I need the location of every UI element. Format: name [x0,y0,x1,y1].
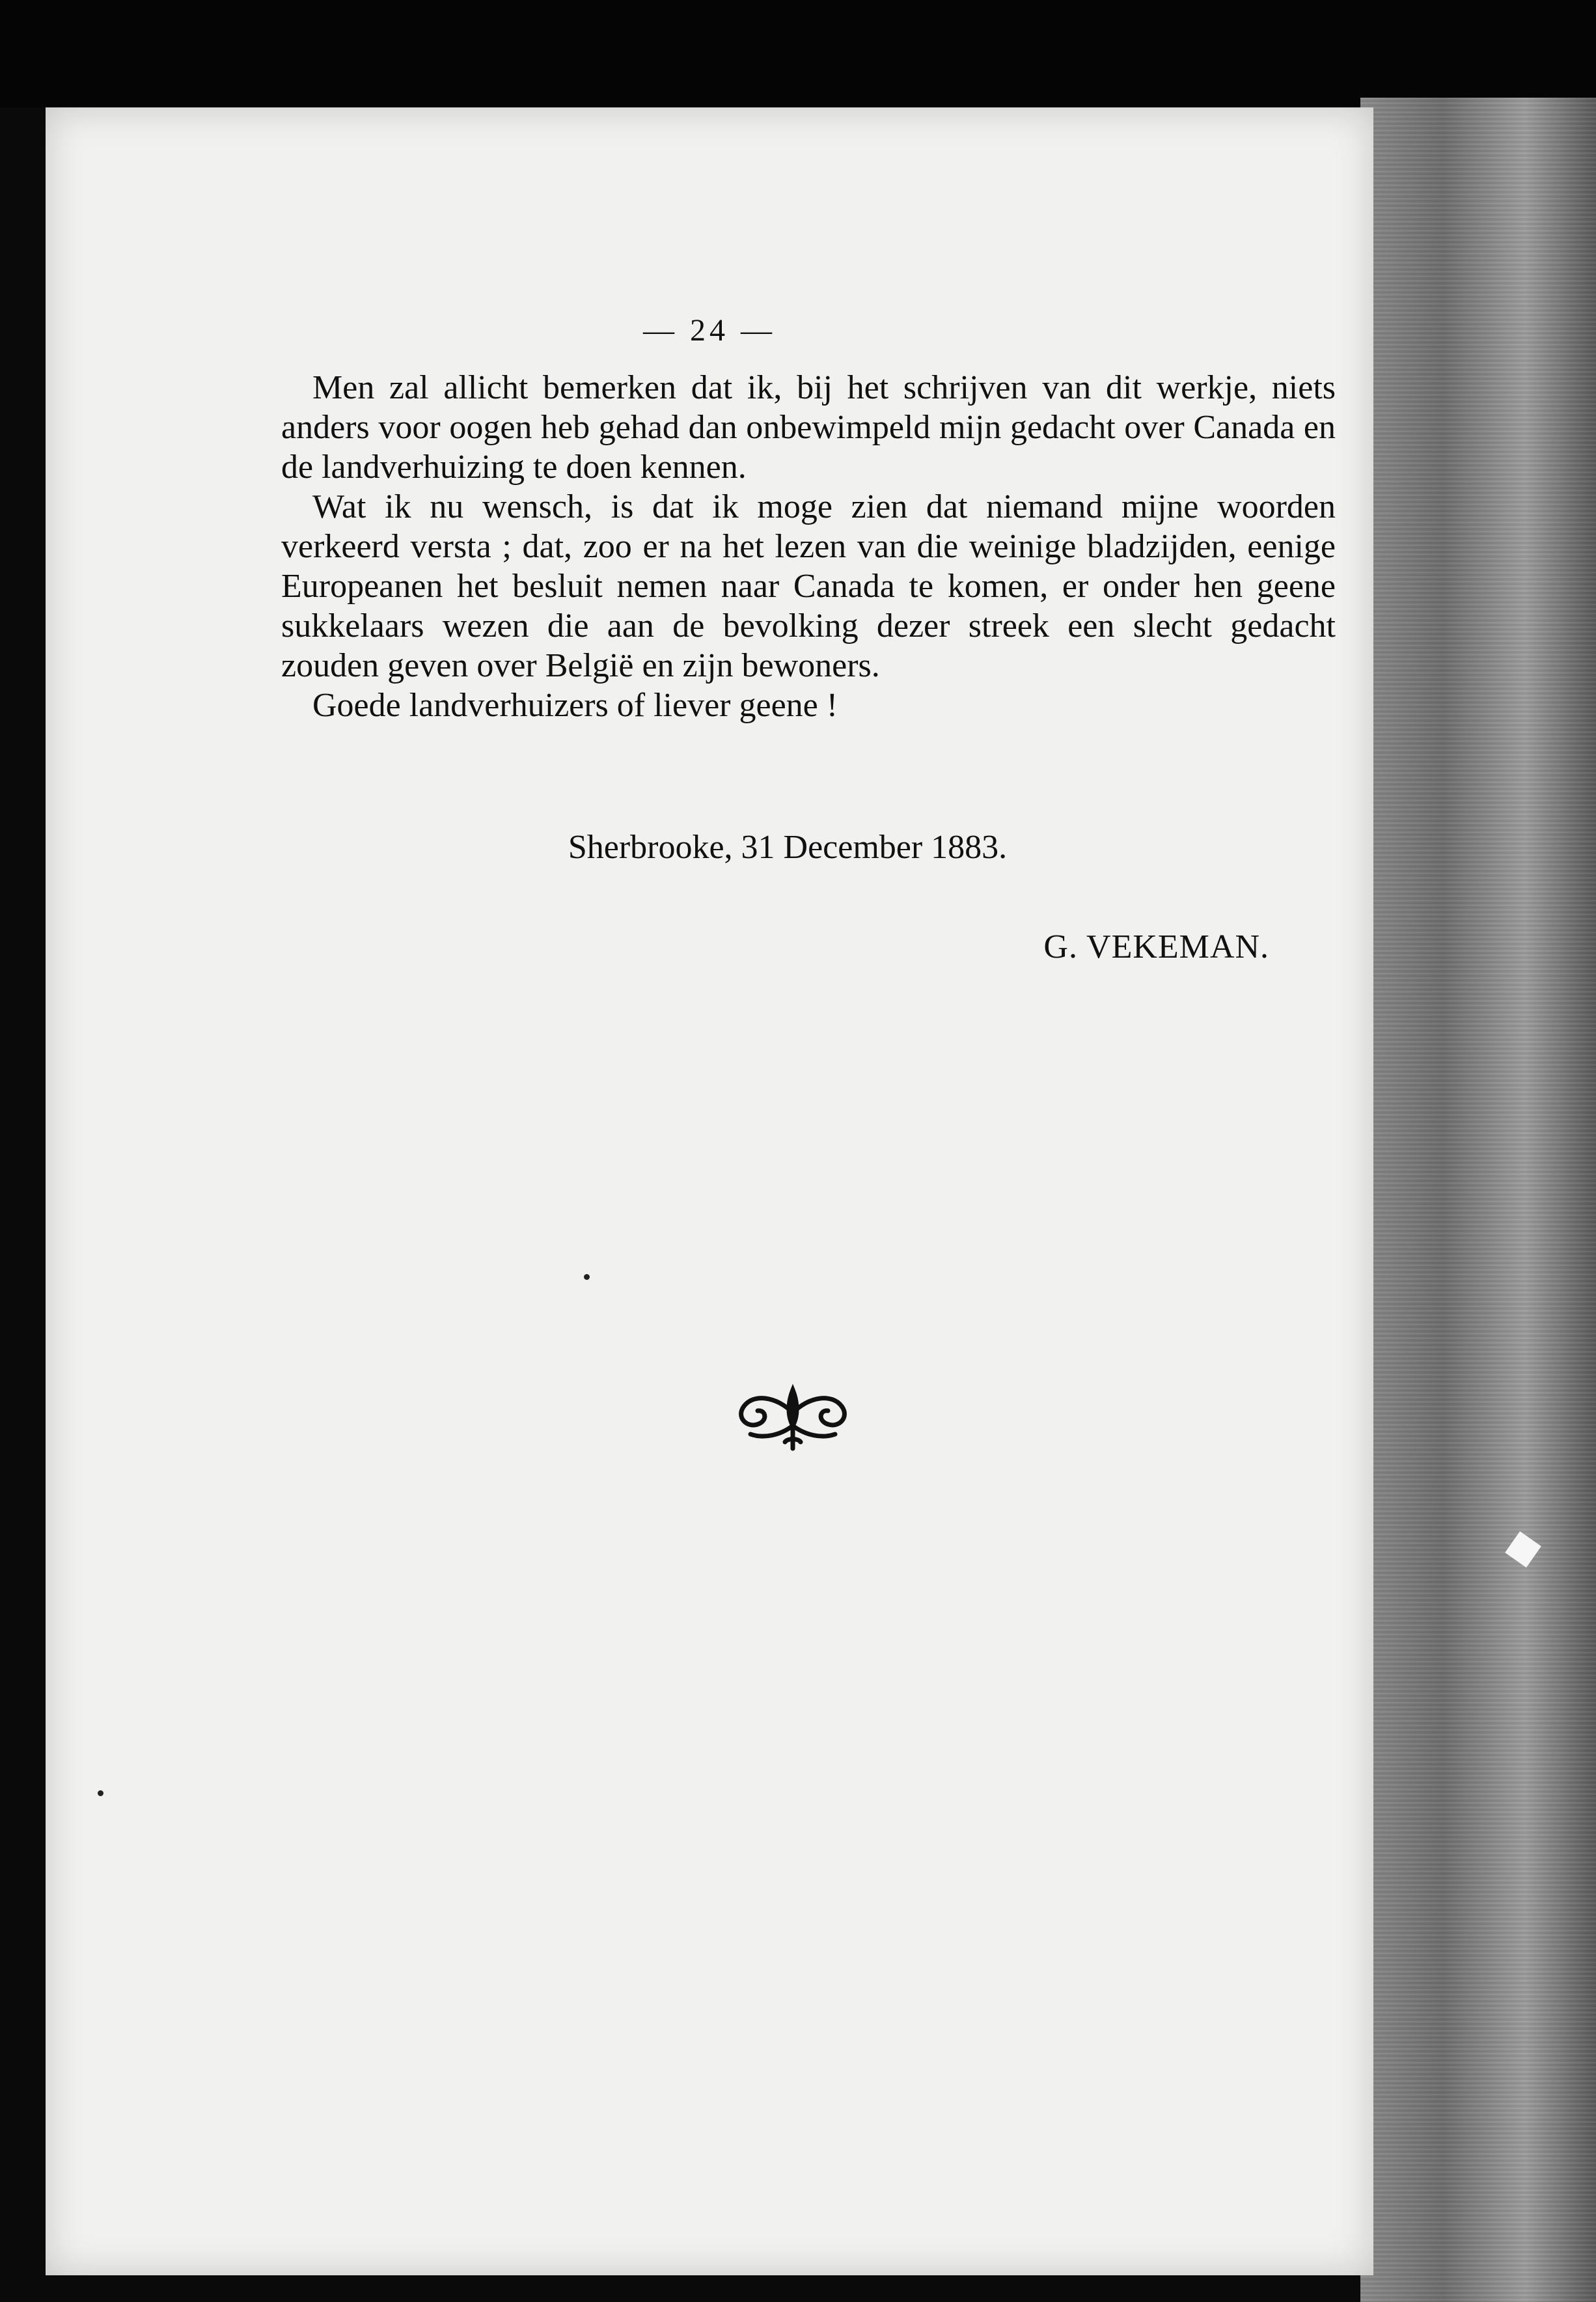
paragraph-1: Men zal allicht bemerken dat ik, bij het schrijven van dit werkje, niets anders voor oogen heb gehad dan onbewimpeld mijn gedacht over Canada en de landverhuizing te doen kennen. [281,369,1336,486]
speck-1 [584,1274,590,1280]
page-edge-stack [1360,98,1596,2302]
page-number: — 24 — [643,313,776,348]
body-text [281,368,1336,725]
closing-line: Goede landverhuizers of liever geene ! [312,687,838,724]
paragraph-2: Wat ik nu wensch, is dat ik moge zien dat niemand mijne woorden verkeerd versta ; dat, zoo er na het lezen van die weinige bladzijden, eenige Europeanen het besluit nemen naar Canada te komen, er onder hen geene sukkelaars wezen die aan de bevolking dezer streek een slecht gedacht zouden geven over België en zijn bewoners. [281,488,1336,684]
fleuron-ornament-icon [728,1377,858,1455]
scan-background-top [0,0,1596,107]
place-date: Sherbrooke, 31 December 1883. [568,829,1008,866]
speck-2 [98,1790,103,1796]
document-page [46,107,1373,2275]
signature: G. VEKEMAN. [1043,928,1269,965]
